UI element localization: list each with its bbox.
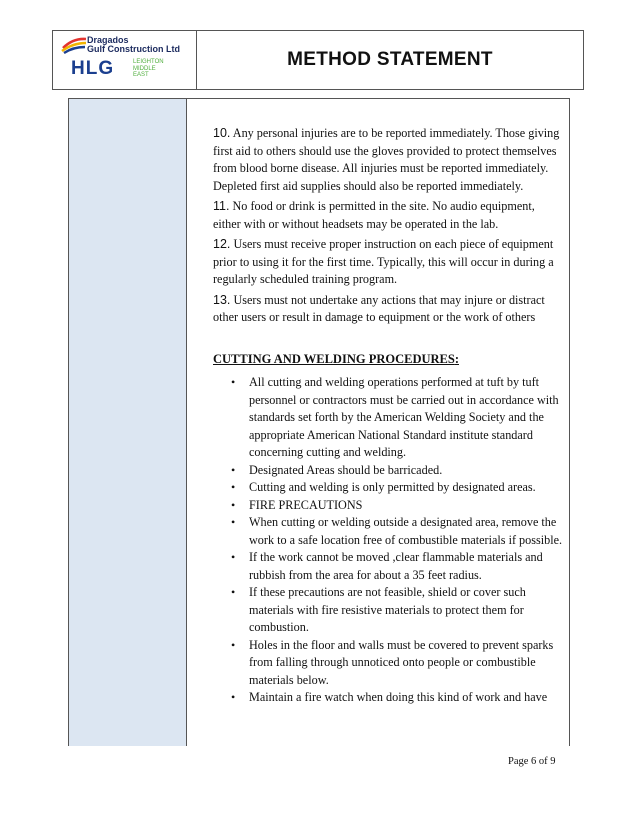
paragraph-text: Users must not undertake any actions that may injure or distract other users or result in damage to equipment or the work of others xyxy=(213,292,545,324)
body-content xyxy=(213,125,563,707)
paragraph-text: No food or drink is permitted in the site. No audio equipment, either with or without headsets may be operated in the lab. xyxy=(213,199,535,231)
hlg-logo-text xyxy=(71,59,114,79)
company-name-line2: Gulf Construction Ltd xyxy=(87,44,180,54)
document-header xyxy=(52,30,584,90)
bullet-text: All cutting and welding operations performed at tuft by tuft personnel or contractors must be carried out in accordance with standards set forth by the American Welding Society and the appropriate American National Standard institute standard concerning cutting and welding. xyxy=(249,375,559,459)
bullet-item xyxy=(231,637,563,690)
bullet-text: FIRE PRECAUTIONS xyxy=(249,497,363,512)
bullet-item xyxy=(231,584,563,637)
bullet-icon: • xyxy=(231,585,236,599)
bullet-item xyxy=(231,374,563,462)
bullet-text: Designated Areas should be barricaded. xyxy=(249,462,443,477)
bullet-text: Cutting and welding is only permitted by designated areas. xyxy=(249,480,536,494)
paragraph-text: Any personal injuries are to be reported immediately. Those giving first aid to others should use the gloves provided to protect themselves from blood borne disease. All injuries must be reported immediately. Depleted first aid supplies should also be reported immediately. xyxy=(213,126,560,193)
bullet-text: If these precautions are not feasible, shield or cover such materials with fire resistive materials to protect them for combustion. xyxy=(249,585,526,634)
bullet-item xyxy=(231,514,563,549)
hlg-letters: HLG xyxy=(71,58,115,79)
bullet-item xyxy=(231,462,563,480)
bullet-text: When cutting or welding outside a designated area, remove the work to a safe location free of combustible materials if possible. xyxy=(249,515,563,547)
company-logo xyxy=(53,31,197,89)
bullet-item xyxy=(231,497,563,515)
paragraph-number: 12. xyxy=(213,237,231,251)
numbered-paragraph xyxy=(213,198,563,233)
paragraph-number: 13. xyxy=(213,292,231,307)
bullet-icon: • xyxy=(231,690,236,704)
paragraph-number: 11. xyxy=(213,199,230,213)
paragraph-text: Users must receive proper instruction on each piece of equipment prior to using it for the first time. Typically, this will occur in during a regularly scheduled training program. xyxy=(213,237,554,286)
title-cell xyxy=(197,31,583,89)
bullet-icon: • xyxy=(231,515,236,529)
dragados-swoosh-icon xyxy=(61,36,87,54)
numbered-paragraph xyxy=(213,125,563,195)
bullet-text: If the work cannot be moved ,clear flammable materials and rubbish from the area for about a 35 feet radius. xyxy=(249,550,543,582)
numbered-paragraph xyxy=(213,236,563,289)
section-heading xyxy=(213,351,563,369)
document-title: METHOD STATEMENT xyxy=(287,49,493,70)
bullet-icon: • xyxy=(231,480,236,494)
bullet-icon: • xyxy=(231,462,236,477)
page-number: Page 6 of 9 xyxy=(508,756,556,767)
bullet-item xyxy=(231,549,563,584)
bullet-icon: • xyxy=(231,550,236,564)
paragraph-number: 10. xyxy=(213,126,231,140)
section-heading-text: CUTTING AND WELDING PROCEDURES xyxy=(213,351,455,366)
bullet-item xyxy=(231,689,563,707)
hlg-logo-subtext: LEIGHTON MIDDLE EAST xyxy=(133,59,164,78)
bullet-text: Holes in the floor and walls must be covered to prevent sparks from falling through unnoticed onto people or combustible materials below. xyxy=(249,637,554,687)
bullet-icon: • xyxy=(231,637,236,652)
numbered-paragraph xyxy=(213,292,563,327)
bullet-item xyxy=(231,479,563,497)
left-margin-column xyxy=(69,99,187,746)
bullet-list xyxy=(213,374,563,707)
bullet-icon: • xyxy=(231,497,236,512)
bullet-icon: • xyxy=(231,375,236,389)
content-frame xyxy=(68,98,570,746)
numbered-paragraphs xyxy=(213,125,563,327)
bullet-text: Maintain a fire watch when doing this kind of work and have xyxy=(249,690,548,704)
section-heading-colon: : xyxy=(454,351,459,366)
company-name-line1: Dragados xyxy=(87,35,129,45)
